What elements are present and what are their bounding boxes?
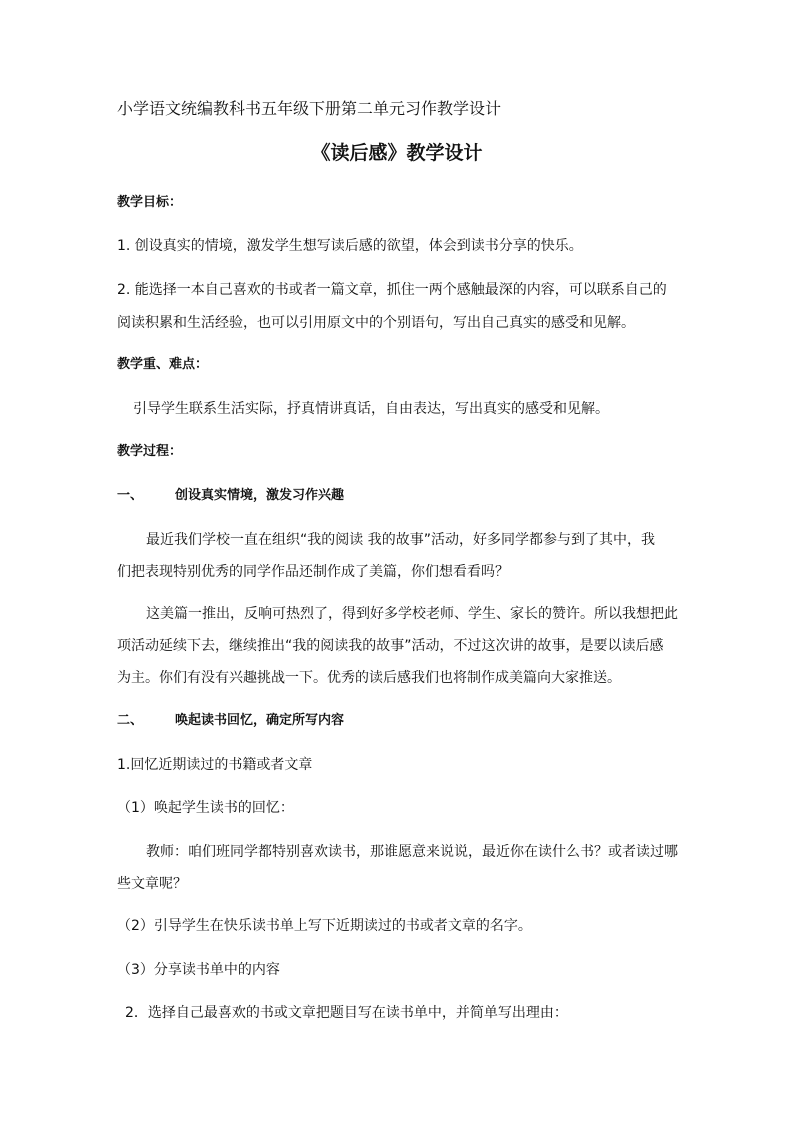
document-subtitle: 小学语文统编教科书五年级下册第二单元习作教学设计 [117, 99, 502, 118]
teacher-line-1: 教师：咱们班同学都特别喜欢读书，那谁愿意来说说，最近你在读什么书？或者读过哪 [146, 844, 678, 860]
section-2-title: 唤起读书回忆，确定所写内容 [175, 713, 345, 728]
objectives-heading: 教学目标： [117, 195, 183, 210]
section-1-para-1-line-1: 最近我们学校一直在组织“我的阅读 我的故事”活动，好多同学都参与到了其中，我 [146, 532, 655, 548]
section-1-para-2-line-2: 项活动延续下去，继续推出“我的阅读我的故事”活动，不过这次讲的故事，是要以读后感 [117, 638, 664, 654]
objective-item-2-line-1: 2. 能选择一本自己喜欢的书或者一篇文章，抓住一两个感触最深的内容，可以联系自己的 [117, 282, 667, 298]
section-2-sub-1b: （2）引导学生在快乐读书单上写下近期读过的书或者文章的名字。 [117, 918, 532, 934]
section-2-sub-1c: （3）分享读书单中的内容 [117, 962, 280, 978]
section-2-sub-2: 2．选择自己最喜欢的书或文章把题目写在读书单中，并简单写出理由： [125, 1005, 568, 1021]
teacher-line-2: 些文章呢？ [117, 876, 187, 892]
objective-item-1: 1. 创设真实的情境，激发学生想写读后感的欲望，体会到读书分享的快乐。 [117, 238, 583, 254]
section-2-heading [117, 711, 344, 731]
objective-item-2-line-2: 阅读积累和生活经验，也可以引用原文中的个别语句，写出自己真实的感受和见解。 [117, 315, 635, 331]
section-1-para-2-line-3: 为主。你们有没有兴趣挑战一下。优秀的读后感我们也将制作成美篇向大家推送。 [117, 670, 621, 686]
section-1-title: 创设真实情境，激发习作兴趣 [175, 488, 345, 503]
section-1-number: 一、 [117, 488, 144, 503]
document-title: 《读后感》教学设计 [311, 142, 483, 164]
key-points-heading: 教学重、难点： [117, 357, 209, 372]
process-heading: 教学过程： [117, 444, 183, 459]
section-2-number: 二、 [117, 713, 144, 728]
section-1-para-2-line-1: 这美篇一推出，反响可热烈了，得到好多学校老师、学生、家长的赞许。所以我想把此 [146, 606, 678, 622]
section-2-sub-1a: （1）唤起学生读书的回忆： [117, 800, 294, 816]
section-2-sub-1: 1.回忆近期读过的书籍或者文章 [117, 757, 313, 773]
key-points-text: 引导学生联系生活实际，抒真情讲真话，自由表达，写出真实的感受和见解。 [133, 401, 609, 417]
section-1-heading [117, 486, 344, 506]
section-1-para-1-line-2: 们把表现特别优秀的同学作品还制作成了美篇，你们想看看吗？ [117, 564, 509, 580]
